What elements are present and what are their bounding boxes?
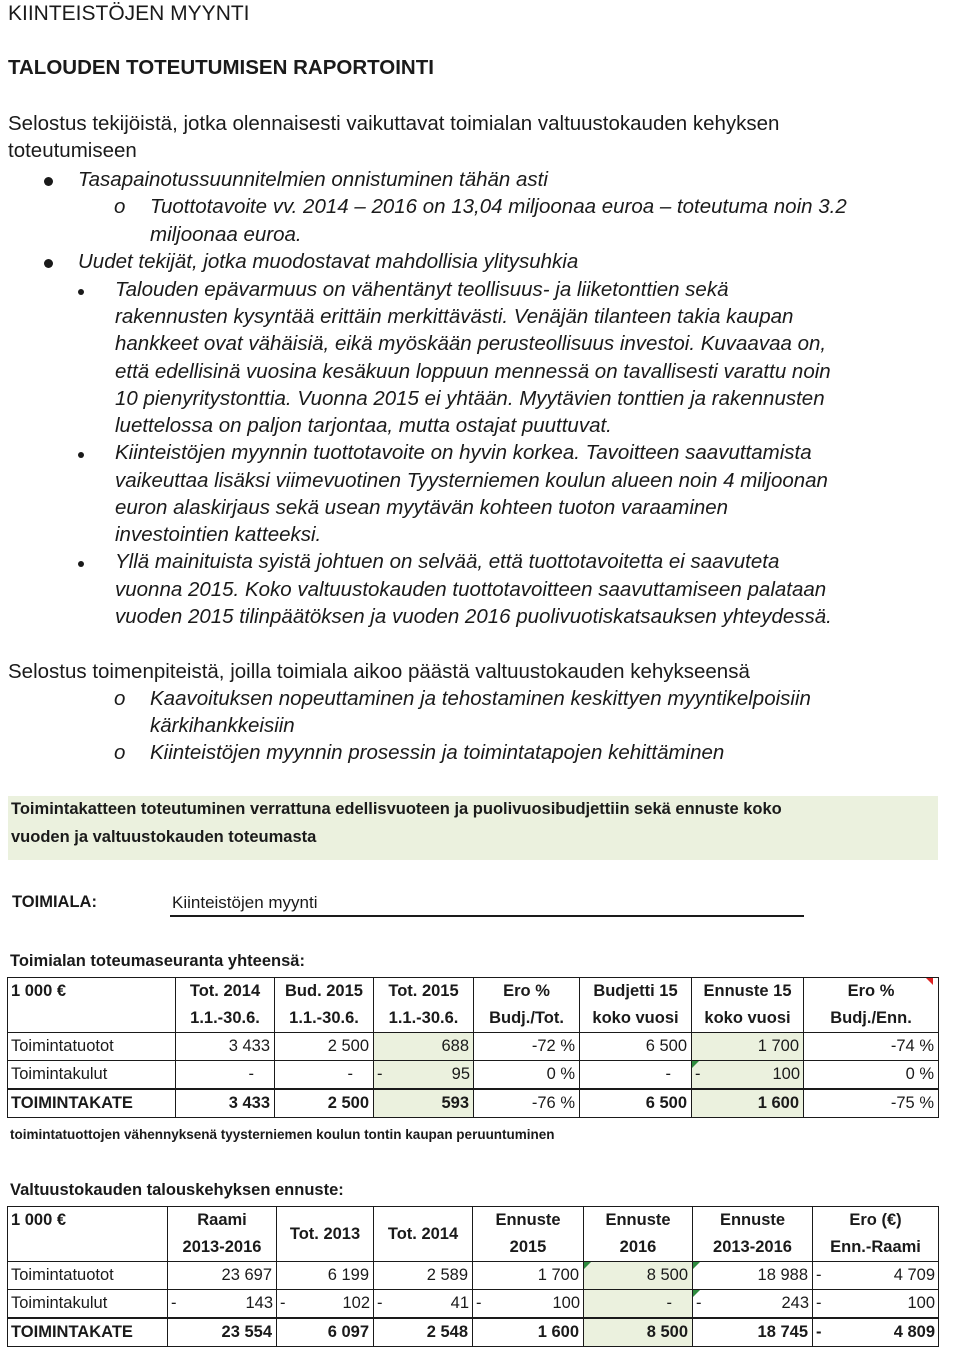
cell bbox=[374, 1061, 474, 1090]
banner-line: vuoden ja valtuustokauden toteumasta bbox=[11, 828, 317, 846]
cell-value: 41 bbox=[450, 1294, 469, 1312]
table-row-total bbox=[8, 1089, 939, 1118]
cell: - bbox=[580, 1061, 692, 1090]
table2-header-row-2 bbox=[8, 1234, 939, 1262]
cell-sign: - bbox=[377, 1065, 383, 1083]
paragraph-line: euron alaskirjaus sekä usean myytävän kohteen tuoton varaaminen bbox=[115, 496, 729, 519]
table2-unit: 1 000 € bbox=[8, 1207, 168, 1235]
toimiala-underline bbox=[170, 915, 804, 917]
table1-header-sub: koko vuosi bbox=[692, 1005, 804, 1033]
cell: -76 % bbox=[474, 1089, 580, 1118]
table2-header: Raami bbox=[168, 1207, 277, 1235]
cell: 1 600 bbox=[473, 1318, 584, 1347]
paragraph-line: 10 pienyritystonttia. Vuonna 2015 ei yhtään. Myytävien tonttien ja rakennusten bbox=[115, 387, 825, 410]
table2-header: Ennuste bbox=[693, 1207, 813, 1235]
cell: 1 600 bbox=[692, 1089, 804, 1118]
table-row bbox=[8, 1290, 939, 1319]
cell: -74 % bbox=[804, 1033, 939, 1061]
cell-value: 18 988 bbox=[757, 1266, 808, 1284]
cell: - bbox=[275, 1061, 374, 1090]
comment-marker-icon bbox=[926, 978, 933, 985]
table2-header-sub: 2013-2016 bbox=[168, 1234, 277, 1262]
sub-bullet-text-cont: kärkihankkeisiin bbox=[150, 714, 295, 737]
paragraph-line: että edellisinä vuosina kesäkuun loppuun mennessä on tavallisesti varattu noin bbox=[115, 360, 831, 383]
cell-value: 100 bbox=[552, 1294, 580, 1312]
paragraph-line: hankkeet ovat vähäisiä, eikä myöskään perusteollisuus investoi. Kuvaavaa on, bbox=[115, 332, 827, 355]
table2-header-sub: Enn.-Raami bbox=[813, 1234, 939, 1262]
table2 bbox=[7, 1206, 939, 1347]
cell-sign: - bbox=[696, 1294, 702, 1312]
small-bullet-icon bbox=[78, 452, 84, 458]
cell-value: 4 709 bbox=[893, 1266, 935, 1284]
summary-banner bbox=[8, 796, 938, 860]
cell bbox=[277, 1290, 374, 1319]
cell-value: 8 500 bbox=[646, 1266, 688, 1284]
table1-header: Ero % bbox=[804, 978, 939, 1006]
cell bbox=[813, 1318, 939, 1347]
sub-bullet-text-cont: miljoonaa euroa. bbox=[150, 223, 302, 246]
section1-heading: Selostus tekijöistä, jotka olennaisesti vaikuttavat toimialan valtuustokauden kehyksen bbox=[8, 112, 780, 135]
cell-value: 100 bbox=[772, 1065, 800, 1083]
cell: - bbox=[584, 1290, 693, 1319]
bullet-icon bbox=[44, 259, 53, 268]
paragraph-line: Kiinteistöjen myynnin tuottotavoite on hyvin korkea. Tavoitteen saavuttamista bbox=[115, 441, 812, 464]
table1-header: Bud. 2015 bbox=[275, 978, 374, 1006]
paragraph-line: rakennusten kysyntää erittäin merkittävästi. Venäjän tilanteen takia kaupan bbox=[115, 305, 794, 328]
cell-value: 4 809 bbox=[893, 1323, 935, 1341]
table2-header-sub: 2015 bbox=[473, 1234, 584, 1262]
cell-sign: - bbox=[816, 1294, 822, 1312]
cell: 2 500 bbox=[275, 1033, 374, 1061]
cell: 8 500 bbox=[584, 1318, 693, 1347]
cell: 23 697 bbox=[168, 1262, 277, 1290]
cell bbox=[813, 1262, 939, 1290]
cell-sign: - bbox=[476, 1294, 482, 1312]
row-label: Toimintakulut bbox=[8, 1061, 176, 1090]
cell bbox=[473, 1290, 584, 1319]
table2-header: Ennuste bbox=[584, 1207, 693, 1235]
cell: 0 % bbox=[804, 1061, 939, 1090]
table2-header-sub: 2016 bbox=[584, 1234, 693, 1262]
page-subtitle: TALOUDEN TOTEUTUMISEN RAPORTOINTI bbox=[8, 56, 434, 79]
cell-value: 243 bbox=[781, 1294, 809, 1312]
table1-header-sub: Budj./Enn. bbox=[804, 1005, 939, 1033]
table2-header: Tot. 2014 bbox=[374, 1207, 473, 1262]
table2-header: Ero (€) bbox=[813, 1207, 939, 1235]
cell-sign: - bbox=[280, 1294, 286, 1312]
cell-sign: - bbox=[695, 1065, 701, 1083]
table1-header-sub: 1.1.-30.6. bbox=[275, 1005, 374, 1033]
cell bbox=[374, 1290, 473, 1319]
cell: 2 548 bbox=[374, 1318, 473, 1347]
table2-header: Tot. 2013 bbox=[277, 1207, 374, 1262]
toimiala-value: Kiinteistöjen myynti bbox=[172, 893, 318, 912]
row-label: Toimintatuotot bbox=[8, 1262, 168, 1290]
cell-value: 100 bbox=[907, 1294, 935, 1312]
cell-marker bbox=[584, 1262, 591, 1269]
table1-header-row-2 bbox=[8, 1005, 939, 1033]
cell-value: 102 bbox=[342, 1294, 370, 1312]
cell: 593 bbox=[374, 1089, 474, 1118]
cell: 1 700 bbox=[692, 1033, 804, 1061]
paragraph-line: vaikeuttaa lisäksi viimevuotinen Tyysterniemen koulun alueen noin 4 miljoonan bbox=[115, 469, 828, 492]
page-title: KIINTEISTÖJEN MYYNTI bbox=[8, 2, 250, 25]
bullet-text: Uudet tekijät, jotka muodostavat mahdollisia ylitysuhkia bbox=[78, 250, 579, 273]
cell-marker bbox=[692, 1061, 699, 1068]
table1-header-row-1 bbox=[8, 978, 939, 1006]
table1-header-sub: koko vuosi bbox=[580, 1005, 692, 1033]
banner-line: Toimintakatteen toteutuminen verrattuna edellisvuoteen ja puolivuosibudjettiin sekä ennuste koko bbox=[11, 800, 782, 818]
cell-sign: - bbox=[171, 1294, 177, 1312]
cell-marker bbox=[693, 1262, 700, 1269]
table2-title: Valtuustokauden talouskehyksen ennuste: bbox=[10, 1181, 344, 1199]
cell: 2 589 bbox=[374, 1262, 473, 1290]
cell: -72 % bbox=[474, 1033, 580, 1061]
table-row bbox=[8, 1262, 939, 1290]
table2-header-row-1 bbox=[8, 1207, 939, 1235]
table1-note: toimintatuottojen vähennyksenä tyysterniemen koulun tontin kaupan peruuntuminen bbox=[10, 1127, 555, 1142]
cell-sign: - bbox=[377, 1294, 383, 1312]
row-label: Toimintakulut bbox=[8, 1290, 168, 1319]
table1-header-sub: 1.1.-30.6. bbox=[374, 1005, 474, 1033]
toimiala-label: TOIMIALA: bbox=[12, 893, 97, 911]
row-label: Toimintatuotot bbox=[8, 1033, 176, 1061]
row-label: TOIMINTAKATE bbox=[8, 1318, 168, 1347]
row-label: TOIMINTAKATE bbox=[8, 1089, 176, 1118]
cell: 6 500 bbox=[580, 1089, 692, 1118]
cell-sign: - bbox=[816, 1323, 822, 1341]
table2-empty-cell bbox=[8, 1234, 168, 1262]
table1-title: Toimialan toteumaseuranta yhteensä: bbox=[10, 952, 305, 970]
table1-header: Budjetti 15 bbox=[580, 978, 692, 1006]
table-row-total bbox=[8, 1318, 939, 1347]
table1-empty-cell bbox=[8, 1005, 176, 1033]
cell: 0 % bbox=[474, 1061, 580, 1090]
cell bbox=[692, 1061, 804, 1090]
cell: 23 554 bbox=[168, 1318, 277, 1347]
cell-value: 95 bbox=[451, 1065, 470, 1083]
cell: -75 % bbox=[804, 1089, 939, 1118]
paragraph-line: vuonna 2015. Koko valtuustokauden tuottotavoitteen saavuttamiseen palataan bbox=[115, 578, 827, 601]
table1-header: Tot. 2015 bbox=[374, 978, 474, 1006]
cell: 6 500 bbox=[580, 1033, 692, 1061]
small-bullet-icon bbox=[78, 561, 84, 567]
paragraph-line: luettelossa on paljon tarjontaa, mutta ostajat puuttuvat. bbox=[115, 414, 612, 437]
section2-heading: Selostus toimenpiteistä, joilla toimiala aikoo päästä valtuustokauden kehykseensä bbox=[8, 660, 750, 683]
cell: 2 500 bbox=[275, 1089, 374, 1118]
paragraph-line: Yllä mainituista syistä johtuen on selvää, että tuottotavoitetta ei saavuteta bbox=[115, 550, 780, 573]
sub-bullet-o-icon: o bbox=[114, 687, 126, 710]
paragraph-line: investointien katteeksi. bbox=[115, 523, 322, 546]
cell: 688 bbox=[374, 1033, 474, 1061]
sub-bullet-text: Tuottotavoite vv. 2014 – 2016 on 13,04 miljoonaa euroa – toteutuma noin 3.2 bbox=[150, 195, 847, 218]
sub-bullet-text: Kiinteistöjen myynnin prosessin ja toimintatapojen kehittäminen bbox=[150, 741, 725, 764]
bullet-text: Tasapainotussuunnitelmien onnistuminen tähän asti bbox=[78, 168, 548, 191]
cell: 3 433 bbox=[176, 1033, 275, 1061]
table-row bbox=[8, 1061, 939, 1090]
table1-header-sub: Budj./Tot. bbox=[474, 1005, 580, 1033]
cell: 6 199 bbox=[277, 1262, 374, 1290]
paragraph-line: Talouden epävarmuus on vähentänyt teollisuus- ja liiketonttien sekä bbox=[115, 278, 729, 301]
section1-heading-cont: toteutumiseen bbox=[8, 139, 137, 162]
bullet-icon bbox=[44, 177, 53, 186]
cell: 18 745 bbox=[693, 1318, 813, 1347]
cell bbox=[168, 1290, 277, 1319]
cell: 3 433 bbox=[176, 1089, 275, 1118]
cell-sign: - bbox=[816, 1266, 822, 1284]
cell bbox=[584, 1262, 693, 1290]
cell-value: 143 bbox=[245, 1294, 273, 1312]
cell bbox=[813, 1290, 939, 1319]
paragraph-line: vuoden 2015 tilinpäätöksen ja vuoden 2016 puolivuotiskatsauksen yhteydessä. bbox=[115, 605, 832, 628]
table1-header: Ennuste 15 bbox=[692, 978, 804, 1006]
sub-bullet-text: Kaavoituksen nopeuttaminen ja tehostaminen keskittyen myyntikelpoisiin bbox=[150, 687, 811, 710]
table1-header: Tot. 2014 bbox=[176, 978, 275, 1006]
cell: - bbox=[176, 1061, 275, 1090]
cell bbox=[693, 1290, 813, 1319]
sub-bullet-o-icon: o bbox=[114, 195, 126, 218]
cell bbox=[693, 1262, 813, 1290]
table1-unit: 1 000 € bbox=[8, 978, 176, 1006]
table1 bbox=[7, 977, 939, 1118]
cell: 1 700 bbox=[473, 1262, 584, 1290]
table2-header: Ennuste bbox=[473, 1207, 584, 1235]
sub-bullet-o-icon: o bbox=[114, 741, 126, 764]
table2-header-sub: 2013-2016 bbox=[693, 1234, 813, 1262]
table1-header-sub: 1.1.-30.6. bbox=[176, 1005, 275, 1033]
table-row bbox=[8, 1033, 939, 1061]
small-bullet-icon bbox=[78, 289, 84, 295]
table1-header: Ero % bbox=[474, 978, 580, 1006]
cell-marker bbox=[693, 1290, 700, 1297]
cell: 6 097 bbox=[277, 1318, 374, 1347]
